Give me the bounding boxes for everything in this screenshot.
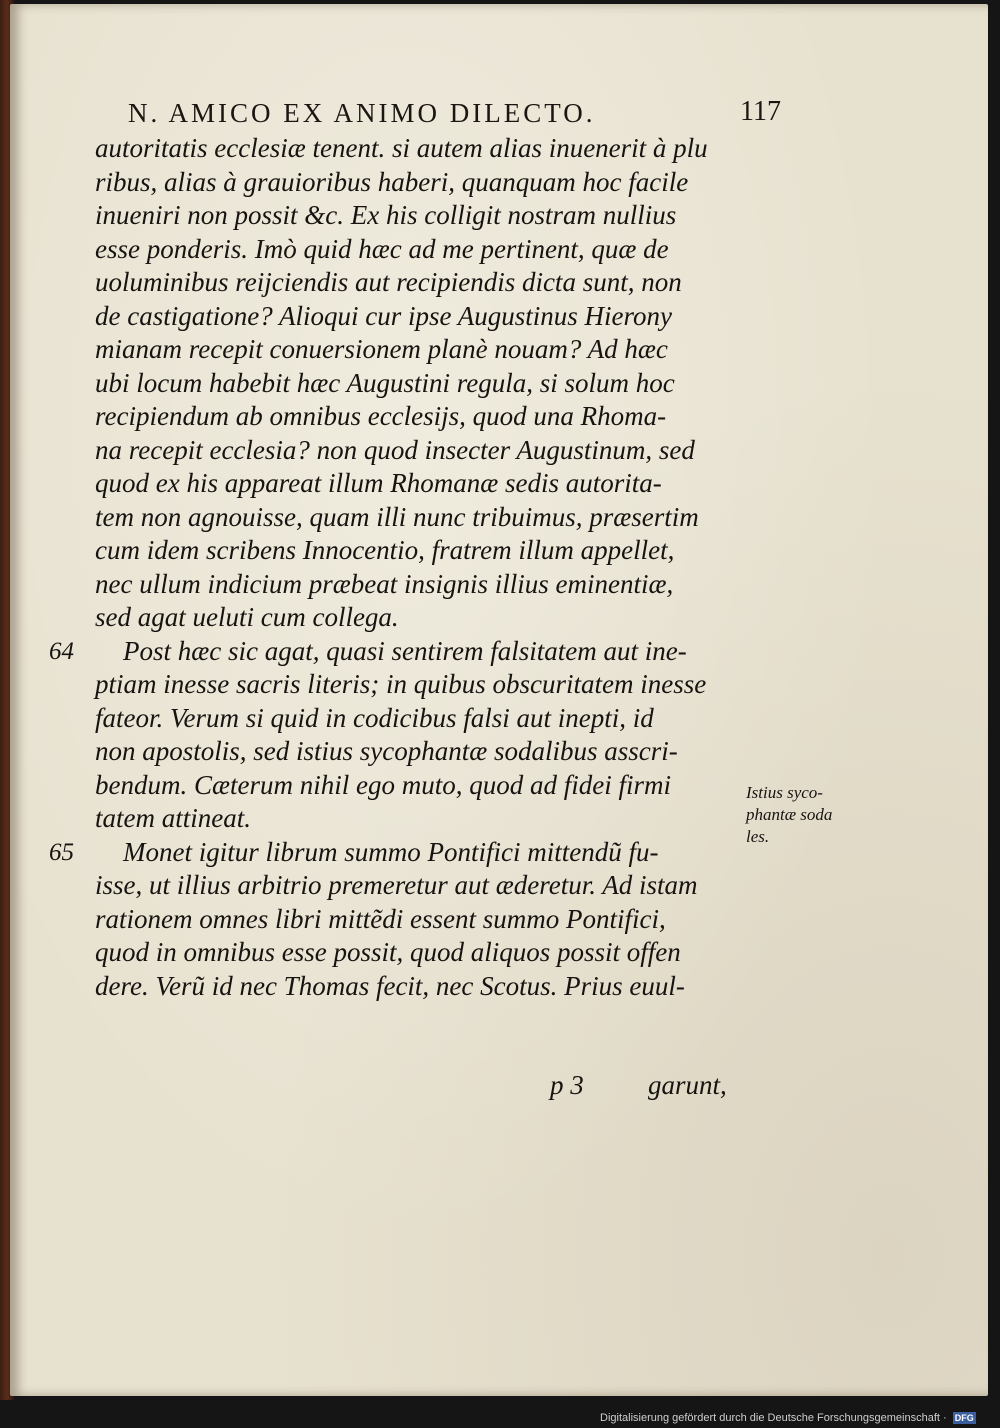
line-text: tem non agnouisse, quam illi nunc tribuimus, præsertim <box>95 501 699 532</box>
dfg-logo-icon: DFG <box>954 1413 974 1424</box>
text-line <box>95 501 755 535</box>
text-line <box>95 970 755 1004</box>
line-text: de castigatione? Alioqui cur ipse Augustinus Hierony <box>95 300 672 331</box>
page-number: 117 <box>740 96 781 127</box>
text-line <box>95 434 755 468</box>
text-line <box>95 903 755 937</box>
line-text: bendum. Cæterum nihil ego muto, quod ad fidei firmi <box>95 769 671 800</box>
text-line <box>95 568 755 602</box>
funding-footer: Digitalisierung gefördert durch die Deutsche Forschungsgemeinschaft · DFG <box>600 1412 974 1424</box>
text-line <box>95 936 755 970</box>
section-number: 64 <box>49 637 74 665</box>
text-line <box>95 467 755 501</box>
line-text: rationem omnes libri mittẽdi essent summo Pontifici, <box>95 903 666 934</box>
text-line <box>95 802 755 836</box>
text-line <box>95 534 755 568</box>
marginal-note <box>746 782 856 848</box>
line-text: recipiendum ab omnibus ecclesijs, quod una Rhoma- <box>95 401 667 431</box>
text-line <box>49 635 755 669</box>
text-line <box>95 702 755 736</box>
line-text: quod in omnibus esse possit, quod aliquos possit offen <box>95 937 681 967</box>
text-line <box>95 166 755 200</box>
line-text: nec ullum indicium præbeat insignis illius eminentiæ, <box>95 568 674 599</box>
line-text: na recepit ecclesia? non quod insecter Augustinum, sed <box>95 434 695 465</box>
line-text: Post hæc sic agat, quasi sentirem falsitatem aut ine- <box>123 635 687 666</box>
text-block <box>49 132 755 1003</box>
line-text: dere. Verũ id nec Thomas fecit, nec Scotus. Prius euul- <box>95 970 685 1001</box>
line-text: Monet igitur librum summo Pontifici mittendũ fu- <box>123 836 659 867</box>
text-line <box>95 735 755 769</box>
line-text: mianam recepit conuersionem planè nouam? Ad hæc <box>95 334 668 364</box>
line-text: esse ponderis. Imò quid hæc ad me pertinent, quæ de <box>95 233 669 264</box>
marginal-note-line: Istius syco- <box>746 783 823 802</box>
line-text: inueniri non possit &c. Ex his colligit nostram nullius <box>95 200 677 230</box>
text-line <box>95 601 755 635</box>
line-text: quod ex his appareat illum Rhomanæ sedis autorita- <box>95 468 662 498</box>
catchword-row <box>550 1070 750 1106</box>
marginal-note-line: phantæ soda <box>746 805 833 824</box>
text-line <box>95 668 755 702</box>
book-page <box>10 4 988 1396</box>
line-text: ribus, alias à grauioribus haberi, quanquam hoc facile <box>95 166 689 197</box>
text-line <box>49 836 755 870</box>
signature-mark: p 3 <box>550 1070 584 1100</box>
text-line <box>95 400 755 434</box>
text-line <box>95 266 755 300</box>
marginal-note-line: les. <box>746 827 770 846</box>
text-line <box>95 132 755 166</box>
line-text: isse, ut illius arbitrio premeretur aut æderetur. Ad istam <box>95 870 698 900</box>
line-text: tatem attineat. <box>95 803 251 833</box>
text-line <box>95 300 755 334</box>
section-number: 65 <box>49 838 74 866</box>
line-text: fateor. Verum si quid in codicibus falsi aut inepti, id <box>95 702 654 733</box>
text-line <box>95 333 755 367</box>
text-line <box>95 199 755 233</box>
text-line <box>95 233 755 267</box>
text-line <box>95 869 755 903</box>
line-text: autoritatis ecclesiæ tenent. si autem alias inuenerit à plu <box>95 133 708 163</box>
line-text: non apostolis, sed istius sycophantæ sodalibus asscri- <box>95 736 678 766</box>
text-line <box>95 367 755 401</box>
funding-note: Digitalisierung gefördert durch die Deutsche Forschungsgemeinschaft <box>600 1412 940 1424</box>
line-text: cum idem scribens Innocentio, fratrem illum appellet, <box>95 535 675 565</box>
running-head: N. AMICO EX ANIMO DILECTO. <box>128 98 596 128</box>
line-text: ubi locum habebit hæc Augustini regula, si solum hoc <box>95 367 675 398</box>
text-line <box>95 769 755 803</box>
catchword: garunt, <box>648 1070 727 1100</box>
line-text: ptiam inesse sacris literis; in quibus obscuritatem inesse <box>95 669 707 699</box>
line-text: uoluminibus reijciendis aut recipiendis dicta sunt, non <box>95 267 682 297</box>
line-text: sed agat ueluti cum collega. <box>95 602 399 632</box>
